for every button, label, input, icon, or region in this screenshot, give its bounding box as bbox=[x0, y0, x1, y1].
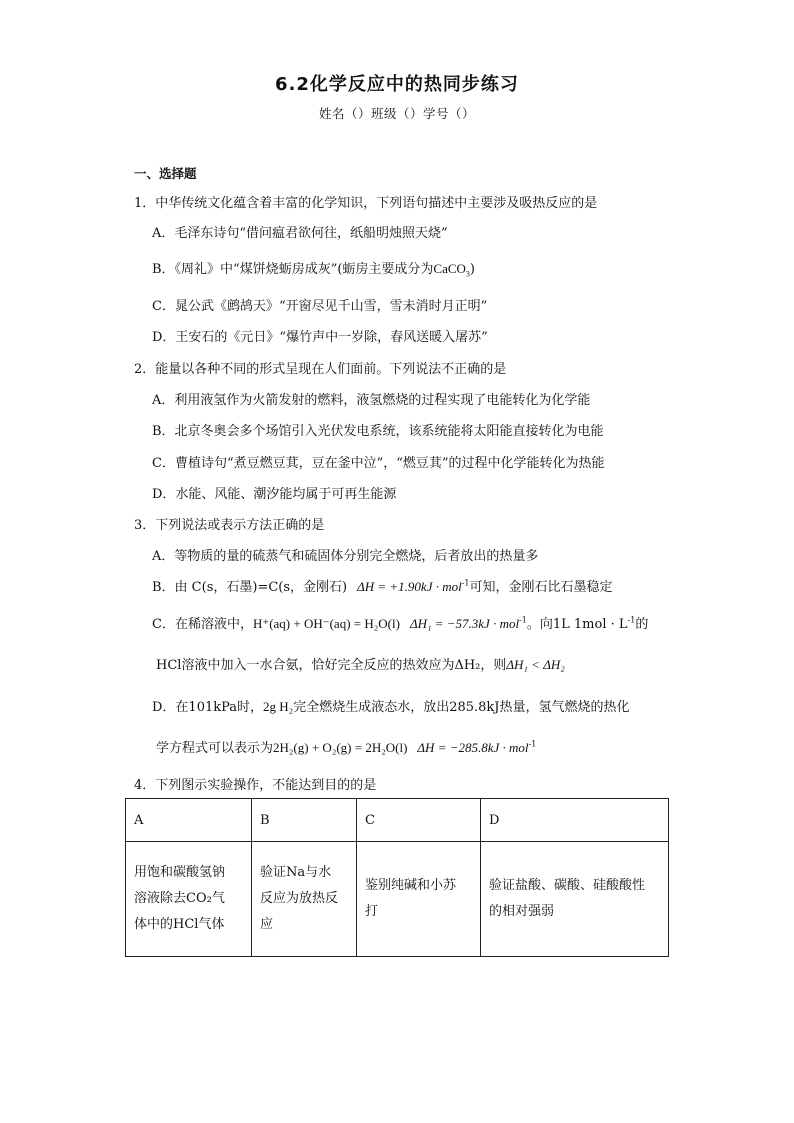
question-2-option-a: A．利用液氢作为火箭发射的燃料，液氢燃烧的过程实现了电能转化为化学能 bbox=[152, 393, 591, 408]
table-header-cell: A bbox=[126, 799, 252, 842]
unit-exponent-2: -1 bbox=[627, 615, 636, 625]
cell-line: 体中的HCl气体 bbox=[134, 917, 225, 932]
formula-sub: 3 bbox=[465, 269, 470, 279]
option-c-suffix: 的 bbox=[635, 617, 649, 632]
question-1-option-a: A．毛泽东诗句“借问瘟君欲何往，纸船明烛照天烧” bbox=[152, 226, 448, 241]
student-info-line: 姓名（）班级（）学号（） bbox=[318, 106, 475, 121]
cell-line: 打 bbox=[365, 904, 379, 919]
question-2-stem: 2．能量以各种不同的形式呈现在人们面前。下列说法不正确的是 bbox=[134, 362, 507, 377]
option-d-text: D．在101kPa时， bbox=[152, 700, 264, 715]
formula-main: CaCO bbox=[433, 261, 466, 276]
table-cell-c bbox=[357, 842, 481, 957]
cell-line: 的相对强弱 bbox=[489, 904, 555, 919]
cell-line: 验证盐酸、碳酸、硅酸酸性 bbox=[489, 878, 646, 893]
unit-exponent: -1 bbox=[528, 739, 537, 749]
question-1-option-b bbox=[152, 258, 475, 279]
option-b-text: B．《周礼》中“煤饼烧蛎房成灰”(蛎房主要成分为 bbox=[152, 262, 434, 277]
option-b-close: ) bbox=[469, 262, 475, 277]
table-cell-b bbox=[252, 842, 357, 957]
question-1-option-d: D．王安石的《元日》“爆竹声中一岁除，春风送暖入屠苏” bbox=[152, 330, 488, 345]
question-2-option-c: C．曹植诗句“煮豆燃豆萁，豆在釜中泣”，“燃豆萁”的过程中化学能转化为热能 bbox=[152, 456, 605, 471]
question-3-stem: 3．下列说法或表示方法正确的是 bbox=[134, 518, 325, 533]
question-3-option-d bbox=[152, 696, 630, 715]
option-b-text: B．由 C(s，石墨)=C(s，金刚石) bbox=[152, 580, 348, 595]
cell-line: 验证Na与水 bbox=[260, 865, 332, 880]
enthalpy-equation: ΔH = +1.90kJ · mol bbox=[357, 579, 462, 594]
question-3-option-c bbox=[152, 613, 648, 632]
option-c-text: C．在稀溶液中， bbox=[152, 617, 253, 632]
table-header-cell: C bbox=[357, 799, 481, 842]
question-3-option-a: A．等物质的量的硫蒸气和硫固体分别完全燃烧，后者放出的热量多 bbox=[152, 549, 539, 564]
question-3-option-d-continued bbox=[156, 737, 536, 756]
unit-exponent: -1 bbox=[461, 578, 470, 588]
question-3-option-b bbox=[152, 576, 613, 595]
table-header-cell: B bbox=[252, 799, 357, 842]
page-title: 6.2化学反应中的热同步练习 bbox=[275, 74, 519, 95]
table-cell-a bbox=[126, 842, 252, 957]
cell-line: 应 bbox=[260, 917, 274, 932]
enthalpy-value: ΔH = −285.8kJ · mol bbox=[417, 740, 529, 755]
question-4-options-table bbox=[125, 798, 669, 957]
table-row bbox=[126, 842, 669, 957]
table-header-cell: D bbox=[481, 799, 669, 842]
option-d-continued-text: 学方程式可以表示为 bbox=[156, 741, 274, 756]
question-3-option-c-continued bbox=[156, 654, 565, 673]
option-d-description: 完全燃烧生成液态水，放出285.8kJ热量，氢气燃烧的热化 bbox=[293, 700, 630, 715]
cell-line: 用饱和碳酸氢钠 bbox=[134, 865, 226, 880]
option-b-conclusion: 可知，金刚石比石墨稳定 bbox=[469, 580, 613, 595]
option-c-concentration: 。向1L 1mol · L bbox=[526, 617, 628, 632]
section-heading: 一、选择题 bbox=[134, 166, 197, 181]
cell-line: 溶液除去CO₂气 bbox=[134, 891, 225, 906]
question-1-stem: 1．中华传统文化蕴含着丰富的化学知识，下列语句描述中主要涉及吸热反应的是 bbox=[134, 196, 598, 211]
unit-exponent: -1 bbox=[519, 615, 527, 625]
question-2-option-b: B．北京冬奥会多个场馆引入光伏发电系统，该系统能将太阳能直接转化为电能 bbox=[152, 424, 604, 439]
enthalpy-value: ΔH₁ = −57.3kJ · mol bbox=[409, 616, 520, 631]
table-cell-d bbox=[481, 842, 669, 957]
question-1-option-c: C．晁公武《鹧鸪天》“开窗尽见千山雪，雪未消时月正明” bbox=[152, 299, 488, 314]
combustion-equation: 2H₂(g) + O₂(g) = 2H₂O(l) bbox=[273, 740, 408, 755]
caco3-formula bbox=[433, 261, 470, 279]
cell-line: 鉴别纯碱和小苏 bbox=[365, 878, 457, 893]
hydrogen-mass: 2g H₂ bbox=[263, 699, 294, 714]
neutralization-equation: H⁺(aq) + OH⁻(aq) = H₂O(l) bbox=[252, 616, 400, 631]
cell-line: 反应为放热反 bbox=[260, 891, 339, 906]
question-4-stem: 4．下列图示实验操作，不能达到目的的是 bbox=[134, 778, 377, 793]
option-c-continued-text: HCl溶液中加入一水合氨，恰好完全反应的热效应为ΔH₂，则 bbox=[156, 658, 507, 673]
question-2-option-d: D．水能、风能、潮汐能均属于可再生能源 bbox=[152, 487, 397, 502]
enthalpy-comparison: ΔH₁ < ΔH₂ bbox=[506, 657, 565, 672]
table-header-row bbox=[126, 799, 669, 842]
